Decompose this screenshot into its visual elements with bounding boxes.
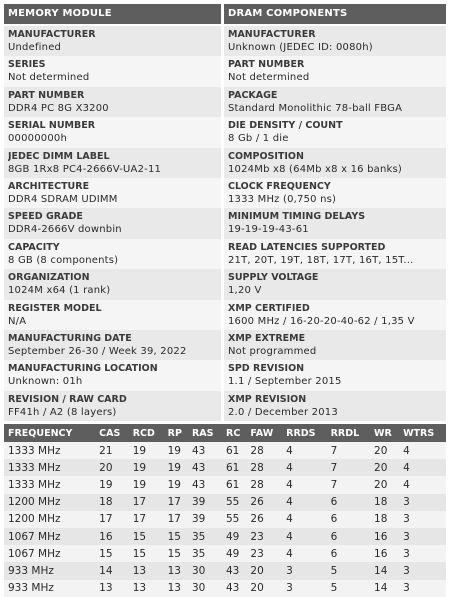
- dram-field-label: MANUFACTURER: [228, 29, 316, 40]
- timing-cell: 17: [129, 511, 164, 528]
- timing-cell: 30: [188, 562, 222, 579]
- timing-cell: 4: [282, 494, 326, 511]
- timing-cell: 6: [327, 528, 370, 545]
- timing-cell: 61: [222, 459, 246, 476]
- timing-cell: 26: [246, 494, 282, 511]
- module-field: [4, 56, 221, 86]
- dram-field-value: Not programmed: [228, 345, 317, 357]
- dram-field: [224, 117, 446, 147]
- timing-cell: 4: [399, 442, 446, 459]
- timing-cell: 17: [129, 494, 164, 511]
- timing-cell: 43: [188, 459, 222, 476]
- timing-cell: 19: [129, 476, 164, 493]
- timing-cell: 43: [222, 580, 246, 597]
- memory-module-fields: [4, 26, 221, 421]
- timing-cell: 1333 MHz: [4, 459, 95, 476]
- module-field-value: FF41h / A2 (8 layers): [8, 406, 117, 418]
- dram-field: [224, 360, 446, 390]
- timing-cell: 15: [95, 545, 129, 562]
- module-field-value: 8GB 1Rx8 PC4-2666V-UA2-11: [8, 163, 162, 175]
- timing-table-row: [4, 494, 446, 511]
- module-field-value: 8 GB (8 components): [8, 254, 119, 266]
- timing-cell: 16: [370, 528, 399, 545]
- timing-column-header: WR: [370, 424, 399, 442]
- dram-field-value: 1.1 / September 2015: [228, 376, 342, 388]
- dram-field-value: 8 Gb / 1 die: [228, 133, 289, 145]
- timing-cell: 49: [222, 545, 246, 562]
- timing-cell: 16: [95, 528, 129, 545]
- dram-field: [224, 208, 446, 238]
- timing-cell: 14: [370, 562, 399, 579]
- timing-cell: 15: [129, 545, 164, 562]
- timing-cell: 13: [95, 580, 129, 597]
- timing-cell: 35: [188, 528, 222, 545]
- timing-cell: 30: [188, 580, 222, 597]
- timing-cell: 35: [188, 545, 222, 562]
- dram-field-value: 1333 MHz (0,750 ns): [228, 193, 337, 205]
- module-field: [4, 26, 221, 56]
- module-field-label: ARCHİTECTURE: [8, 180, 90, 192]
- timing-table-row: [4, 476, 446, 493]
- dram-field: [224, 56, 446, 86]
- module-field-label: SERIES: [8, 59, 46, 71]
- dram-field-label: CLOCK FREQUENCY: [228, 180, 331, 192]
- timing-cell: 20: [95, 459, 129, 476]
- timing-table-row: [4, 562, 446, 579]
- timing-column-header: RP: [164, 424, 188, 442]
- dram-field-label: COMPOSİTİON: [228, 150, 304, 162]
- module-field-label: JEDEC DIMM LABEL: [8, 150, 110, 162]
- timing-column-header: FAW: [246, 424, 282, 442]
- timing-cell: 13: [129, 580, 164, 597]
- timing-cell: 13: [164, 562, 188, 579]
- dram-field-value: Not determined: [228, 72, 310, 84]
- dram-field-value: Standard Monolithic 78-ball FBGA: [228, 102, 403, 114]
- timing-cell: 19: [129, 442, 164, 459]
- dram-field: [224, 26, 446, 56]
- timing-cell: 61: [222, 476, 246, 493]
- timing-cell: 1067 MHz: [4, 545, 95, 562]
- timing-cell: 43: [188, 442, 222, 459]
- module-field: [4, 87, 221, 117]
- timing-cell: 19: [129, 459, 164, 476]
- timing-cell: 21: [95, 442, 129, 459]
- module-field: [4, 208, 221, 238]
- timing-cell: 18: [95, 494, 129, 511]
- timing-cell: 6: [327, 511, 370, 528]
- timing-cell: 20: [246, 562, 282, 579]
- timing-cell: 3: [399, 494, 446, 511]
- timing-cell: 7: [327, 442, 370, 459]
- timing-cell: 55: [222, 494, 246, 511]
- timing-cell: 26: [246, 511, 282, 528]
- timing-cell: 4: [399, 476, 446, 493]
- module-field: [4, 360, 221, 390]
- timing-cell: 4: [282, 442, 326, 459]
- module-field-value: DDR4 SDRAM UDIMM: [8, 193, 118, 205]
- timing-column-header: CAS: [95, 424, 129, 442]
- timing-cell: 3: [399, 580, 446, 597]
- timing-cell: 3: [399, 562, 446, 579]
- dram-field-value: 21T, 20T, 19T, 18T, 17T, 16T, 15T...: [228, 254, 414, 266]
- timing-column-header: RAS: [188, 424, 222, 442]
- dram-field-value: 19-19-19-43-61: [228, 224, 309, 236]
- dram-field: [224, 148, 446, 178]
- timing-cell: 13: [164, 580, 188, 597]
- module-field-value: 1024M x64 (1 rank): [8, 285, 111, 297]
- timing-column-header: RRDL: [327, 424, 370, 442]
- timing-cell: 28: [246, 476, 282, 493]
- timing-cell: 14: [370, 580, 399, 597]
- module-field: [4, 300, 221, 330]
- timing-cell: 13: [129, 562, 164, 579]
- timing-table-header-row: [4, 424, 446, 442]
- timing-cell: 14: [95, 562, 129, 579]
- dram-field: [224, 87, 446, 117]
- dram-field: [224, 269, 446, 299]
- timing-cell: 17: [95, 511, 129, 528]
- module-field: [4, 330, 221, 360]
- module-field: [4, 178, 221, 208]
- module-field-value: DDR4 PC 8G X3200: [8, 102, 109, 114]
- module-field-value: 00000000h: [8, 133, 68, 145]
- timing-cell: 5: [327, 562, 370, 579]
- timing-cell: 55: [222, 511, 246, 528]
- timing-cell: 43: [222, 562, 246, 579]
- dram-field: [224, 239, 446, 269]
- timing-cell: 4: [282, 511, 326, 528]
- timing-cell: 3: [399, 511, 446, 528]
- timing-table-row: [4, 545, 446, 562]
- dram-field-label: READ LATENCİES SUPPORTED: [228, 241, 386, 253]
- dram-field-value: 1,20 V: [228, 285, 262, 297]
- dram-field-label: PART NUMBER: [228, 59, 305, 71]
- module-field-value: September 26-30 / Week 39, 2022: [8, 345, 187, 357]
- timing-cell: 4: [282, 459, 326, 476]
- timing-cell: 15: [129, 528, 164, 545]
- dram-field-label: SPD REVİSİON: [228, 363, 305, 375]
- timing-cell: 4: [282, 528, 326, 545]
- module-field: [4, 117, 221, 147]
- timing-table-row: [4, 528, 446, 545]
- module-field-label: SERİAL NUMBER: [8, 120, 96, 132]
- timing-cell: 28: [246, 442, 282, 459]
- timing-cell: 4: [282, 545, 326, 562]
- dram-field-label: XMP CERTİFİED: [228, 302, 310, 314]
- timing-cell: 18: [370, 494, 399, 511]
- timing-cell: 39: [188, 511, 222, 528]
- timing-cell: 28: [246, 459, 282, 476]
- module-field-label: PART NUMBER: [8, 89, 85, 101]
- timing-column-header: FREQUENCY: [4, 424, 95, 442]
- timing-cell: 20: [370, 476, 399, 493]
- timing-cell: 16: [370, 545, 399, 562]
- module-field-value: Unknown: 01h: [8, 376, 83, 388]
- dram-field: [224, 178, 446, 208]
- timing-table-row: [4, 511, 446, 528]
- module-field-label: MANUFACTURER: [8, 29, 96, 40]
- dram-components-header: DRAM COMPONENTS: [224, 4, 446, 24]
- dram-field-label: XMP REVİSİON: [228, 393, 307, 405]
- dram-field-value: 2.0 / December 2013: [228, 406, 338, 418]
- module-field-label: MANUFACTURİNG DATE: [8, 332, 132, 344]
- module-field-value: Not determined: [8, 72, 90, 84]
- timing-cell: 4: [282, 476, 326, 493]
- timing-column-header: RRDS: [282, 424, 326, 442]
- timing-cell: 20: [370, 459, 399, 476]
- module-field-label: MANUFACTURİNG LOCATİON: [8, 363, 158, 375]
- dram-field-label: PACKAGE: [228, 89, 278, 101]
- timing-cell: 20: [370, 442, 399, 459]
- timing-cell: 6: [327, 494, 370, 511]
- module-field: [4, 239, 221, 269]
- timing-cell: 15: [164, 528, 188, 545]
- timing-cell: 15: [164, 545, 188, 562]
- timing-cell: 7: [327, 476, 370, 493]
- timing-table-row: [4, 580, 446, 597]
- timing-table-body: [4, 442, 446, 597]
- module-field: [4, 148, 221, 178]
- timing-cell: 3: [282, 562, 326, 579]
- module-field-value: DDR4-2666V downbin: [8, 224, 122, 236]
- timing-cell: 19: [164, 442, 188, 459]
- timing-cell: 5: [327, 580, 370, 597]
- timing-cell: 19: [164, 459, 188, 476]
- timing-cell: 20: [246, 580, 282, 597]
- timing-cell: 18: [370, 511, 399, 528]
- timing-cell: 4: [399, 459, 446, 476]
- timing-cell: 933 MHz: [4, 562, 95, 579]
- timing-cell: 23: [246, 528, 282, 545]
- timing-cell: 43: [188, 476, 222, 493]
- module-field: [4, 269, 221, 299]
- timing-cell: 7: [327, 459, 370, 476]
- module-field-label: REGİSTER MODEL: [8, 302, 102, 314]
- timing-cell: 3: [399, 528, 446, 545]
- timing-cell: 23: [246, 545, 282, 562]
- dram-field-label: SUPPLY VOLTAGE: [228, 272, 319, 284]
- timing-cell: 6: [327, 545, 370, 562]
- timing-column-header: RCD: [129, 424, 164, 442]
- module-field-value: N/A: [8, 315, 27, 327]
- timing-table-row: [4, 442, 446, 459]
- timing-cell: 1067 MHz: [4, 528, 95, 545]
- dram-field-value: 1600 MHz / 16-20-20-40-62 / 1,35 V: [228, 315, 415, 327]
- timing-cell: 3: [282, 580, 326, 597]
- dram-field-value: 1024Mb x8 (64Mb x8 x 16 banks): [228, 163, 403, 175]
- module-field-label: REVİSİON / RAW CARD: [8, 393, 127, 405]
- timing-cell: 1333 MHz: [4, 442, 95, 459]
- dram-field: [224, 391, 446, 421]
- timing-cell: 1200 MHz: [4, 494, 95, 511]
- timing-cell: 19: [164, 476, 188, 493]
- module-field-label: SPEED GRADE: [8, 211, 83, 223]
- timing-cell: 17: [164, 494, 188, 511]
- dram-components-fields: [224, 26, 446, 421]
- timing-column-header: RC: [222, 424, 246, 442]
- timing-cell: 49: [222, 528, 246, 545]
- timing-cell: 1200 MHz: [4, 511, 95, 528]
- dram-field-label: XMP EXTREME: [228, 332, 306, 344]
- dram-field-label: MİNİMUM TİMİNG DELAYS: [228, 211, 366, 223]
- module-field-label: CAPACİTY: [8, 241, 60, 253]
- module-field-label: ORGANİZATİON: [8, 272, 90, 284]
- module-field: [4, 391, 221, 421]
- timing-cell: 1333 MHz: [4, 476, 95, 493]
- timing-column-header: WTRS: [399, 424, 446, 442]
- timing-table: [4, 424, 446, 597]
- module-field-value: Undefined: [8, 42, 62, 53]
- timing-table-row: [4, 459, 446, 476]
- dram-field: [224, 330, 446, 360]
- timing-cell: 933 MHz: [4, 580, 95, 597]
- timing-cell: 19: [95, 476, 129, 493]
- timing-cell: 3: [399, 545, 446, 562]
- dram-field-value: Unknown (JEDEC ID: 0080h): [228, 42, 373, 53]
- timing-cell: 39: [188, 494, 222, 511]
- memory-module-header: MEMORY MODULE: [4, 4, 221, 24]
- timing-cell: 61: [222, 442, 246, 459]
- timing-cell: 17: [164, 511, 188, 528]
- dram-field: [224, 300, 446, 330]
- dram-field-label: DİE DENSİTY / COUNT: [228, 120, 343, 132]
